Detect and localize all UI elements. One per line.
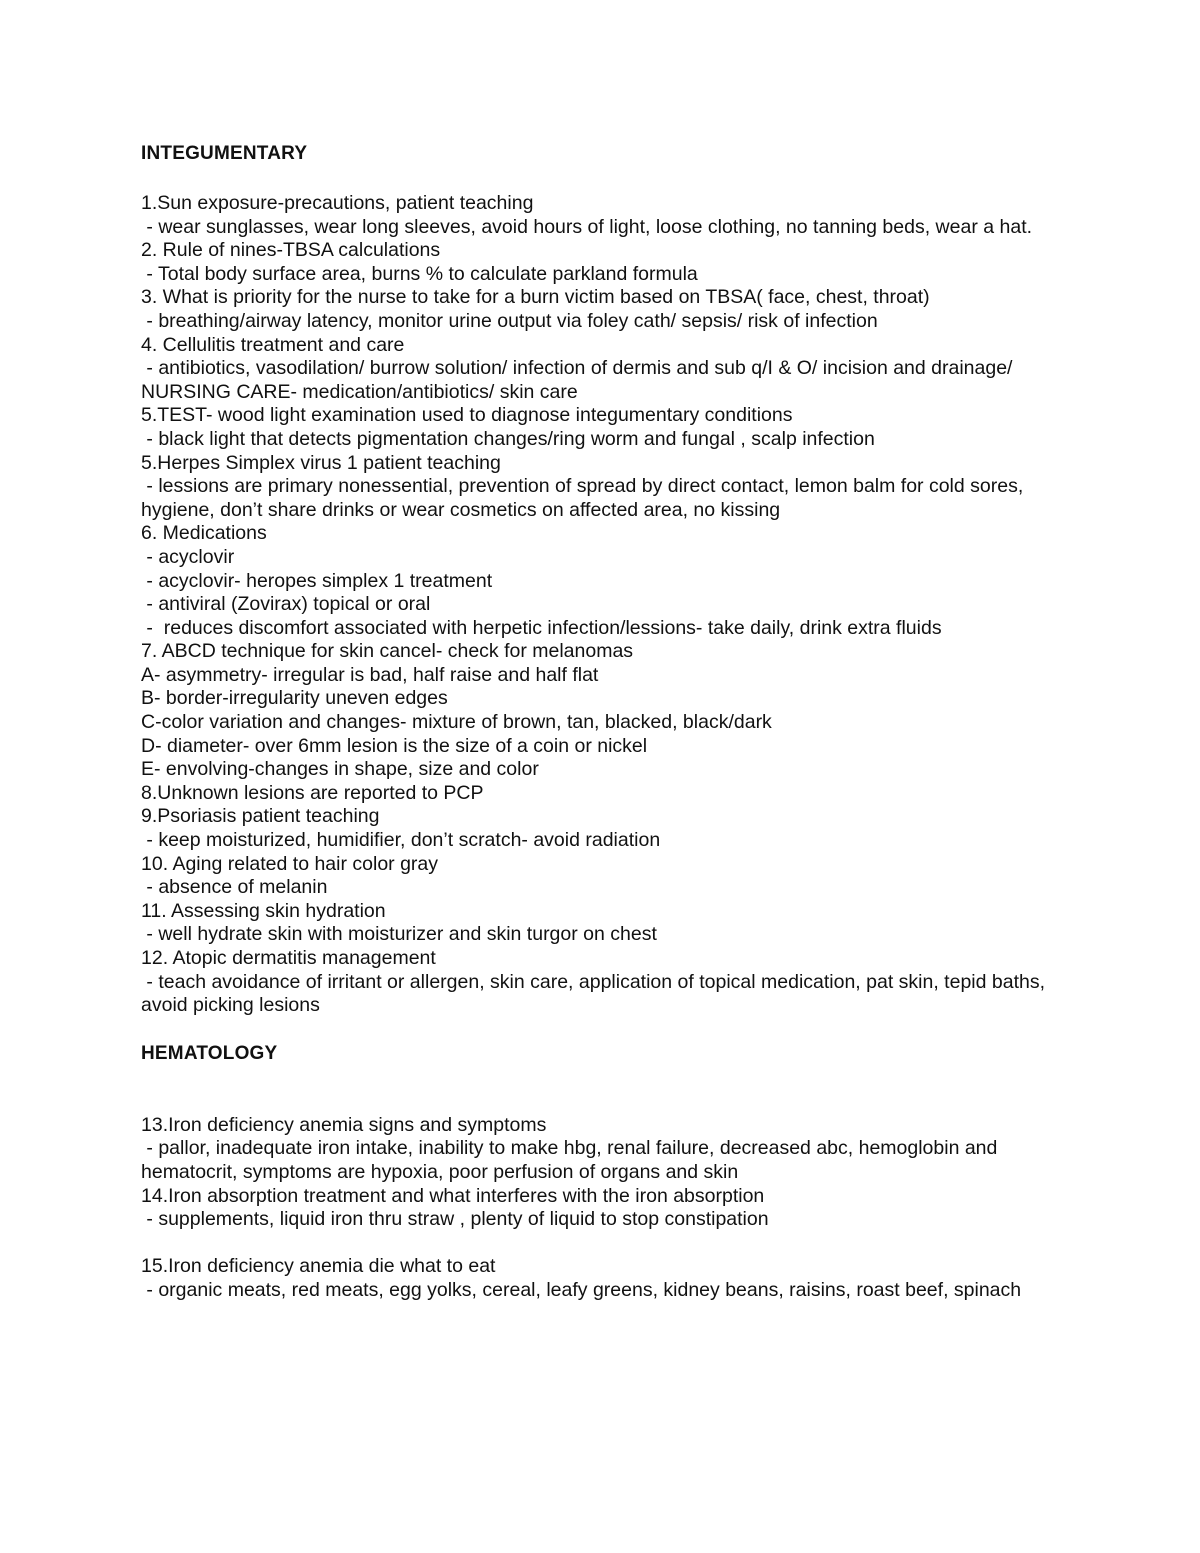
note-line: B- border-irregularity uneven edges	[141, 687, 448, 710]
spacer	[141, 1018, 1061, 1042]
note-line: - absence of melanin	[141, 876, 328, 899]
note-line: - black light that detects pigmentation changes/ring worm and fungal , scalp infection	[141, 427, 875, 450]
spacer	[141, 166, 1061, 192]
note-line: - keep moisturized, humidifier, don’t scratch- avoid radiation	[141, 829, 661, 852]
note-line: - acyclovir- heropes simplex 1 treatment	[141, 569, 493, 592]
note-line: - wear sunglasses, wear long sleeves, avoid hours of light, loose clothing, no tanning beds, wear a hat.	[141, 215, 1033, 238]
hematology-notes-a	[141, 1114, 1061, 1232]
note-line: A- asymmetry- irregular is bad, half raise and half flat	[141, 663, 599, 686]
note-line: - supplements, liquid iron thru straw , plenty of liquid to stop constipation	[141, 1208, 769, 1231]
note-line: - teach avoidance of irritant or allergen, skin care, application of topical medication, pat skin, tepid baths, avoid picking lesions	[141, 970, 1051, 1017]
note-line: 14.Iron absorption treatment and what interferes with the iron absorption	[141, 1184, 765, 1207]
note-line: - antibiotics, vasodilation/ burrow solution/ infection of dermis and sub q/I & O/ incision and drainage/ NURSING CARE- medication/antibiotics/ skin care	[141, 357, 1018, 403]
note-line: - pallor, inadequate iron intake, inability to make hbg, renal failure, decreased abc, hemoglobin and hematocrit, symptoms are hypoxia, poor perfusion of organs and skin	[141, 1137, 1003, 1183]
note-line: - Total body surface area, burns % to calculate parkland formula	[141, 262, 698, 285]
note-line: - antiviral (Zovirax) topical or oral	[141, 593, 431, 616]
note-line: 12. Atopic dermatitis management	[141, 947, 436, 969]
section-heading-hematology: HEMATOLOGY	[141, 1042, 278, 1064]
note-line: E- envolving-changes in shape, size and color	[141, 758, 539, 781]
note-line: 3. What is priority for the nurse to take for a burn victim based on TBSA( face, chest, throat)	[141, 286, 930, 309]
note-line: D- diameter- over 6mm lesion is the size of a coin or nickel	[141, 734, 648, 757]
note-line: C-color variation and changes- mixture of brown, tan, blacked, black/dark	[141, 711, 772, 734]
note-line: - breathing/airway latency, monitor urine output via foley cath/ sepsis/ risk of infection	[141, 309, 878, 332]
note-line: - well hydrate skin with moisturizer and skin turgor on chest	[141, 923, 657, 946]
note-line: 2. Rule of nines-TBSA calculations	[141, 239, 441, 262]
note-line: - acyclovir	[141, 545, 235, 568]
note-line: 8.Unknown lesions are reported to PCP	[141, 781, 484, 804]
integumentary-notes	[141, 192, 1061, 1018]
note-line: 7. ABCD technique for skin cancel- check for melanomas	[141, 640, 634, 663]
note-line: - reduces discomfort associated with herpetic infection/lessions- take daily, drink extra fluids	[141, 616, 942, 639]
spacer	[141, 1066, 1061, 1114]
note-line: 1.Sun exposure-precautions, patient teaching	[141, 192, 534, 214]
note-line: - lessions are primary nonessential, prevention of spread by direct contact, lemon balm for cold sores, hygiene, don’t share drinks or wear cosmetics on affected area, no kissing	[141, 475, 1029, 521]
note-line: 9.Psoriasis patient teaching	[141, 805, 380, 828]
document-page	[141, 142, 1061, 1302]
note-line: 6. Medications	[141, 522, 267, 545]
note-line: 10. Aging related to hair color gray	[141, 852, 439, 875]
note-line: 15.Iron deficiency anemia die what to eat	[141, 1255, 496, 1278]
note-line: 4. Cellulitis treatment and care	[141, 333, 405, 356]
note-line: - organic meats, red meats, egg yolks, cereal, leafy greens, kidney beans, raisins, roast beef, spinach	[141, 1278, 1022, 1301]
hematology-notes-b	[141, 1255, 1061, 1302]
note-line: 5.TEST- wood light examination used to diagnose integumentary conditions	[141, 404, 793, 427]
note-line: 5.Herpes Simplex virus 1 patient teaching	[141, 451, 501, 474]
note-line: 13.Iron deficiency anemia signs and symptoms	[141, 1113, 547, 1136]
spacer	[141, 1232, 1061, 1256]
section-heading-integumentary: INTEGUMENTARY	[141, 143, 308, 164]
note-line: 11. Assessing skin hydration	[141, 899, 386, 922]
